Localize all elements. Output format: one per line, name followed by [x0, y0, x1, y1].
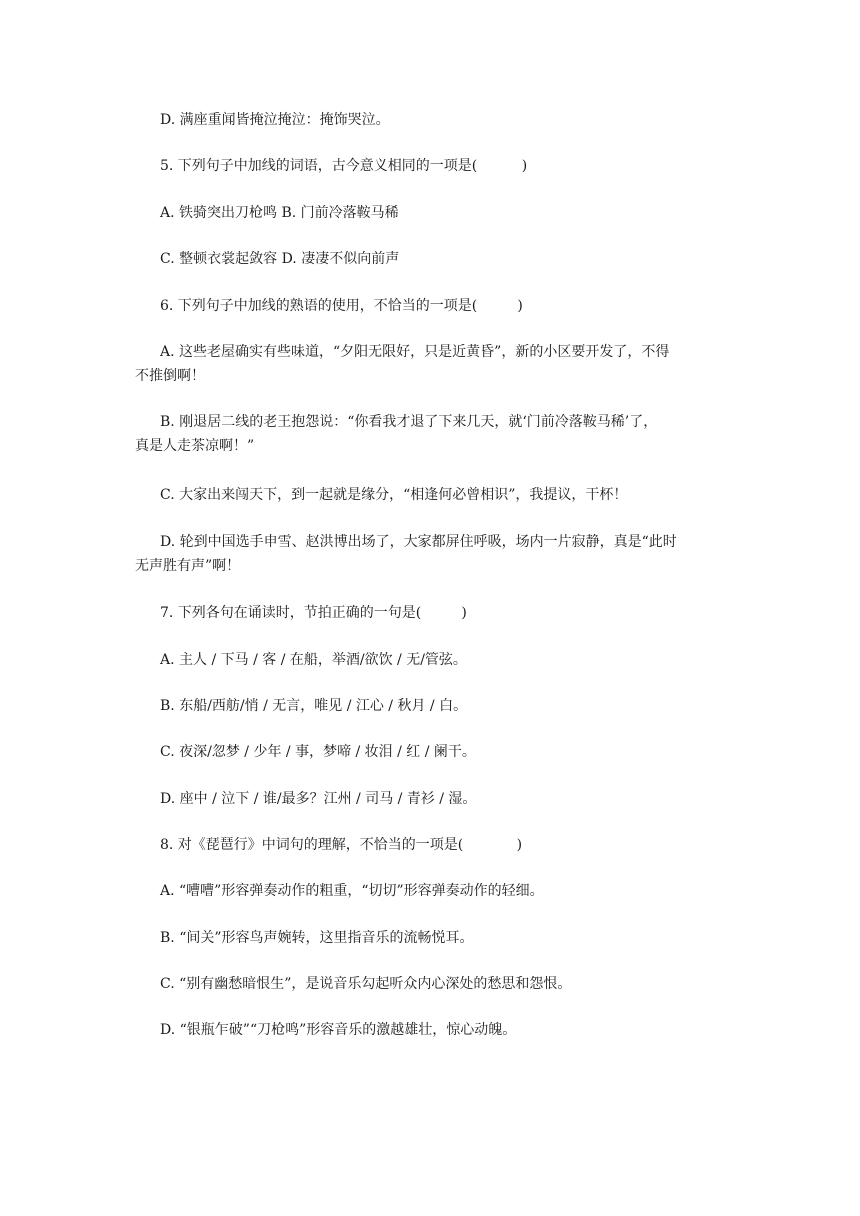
q7-stem: 7. 下列各句在诵读时，节拍正确的一句是( ) — [160, 605, 467, 621]
q8-option-b: B. “间关”形容鸟声婉转，这里指音乐的流畅悦耳。 — [160, 930, 474, 946]
q6-option-b-line-2: 真是人走茶凉啊！” — [135, 438, 255, 454]
q6-option-d-line-1: D. 轮到中国选手申雪、赵洪博出场了，大家都屏住呼吸，场内一片寂静，真是“此时 — [160, 534, 677, 550]
q6-option-d — [135, 530, 735, 578]
q6-option-b — [135, 410, 735, 458]
q8-stem: 8. 对《琵琶行》中词句的理解，不恰当的一项是( ) — [160, 837, 523, 853]
q7-option-d: D. 座中 / 泣下 / 谁/最多？江州 / 司马 / 青衫 / 湿。 — [160, 791, 477, 807]
q8-option-c: C. “别有幽愁暗恨生”，是说音乐勾起听众内心深处的愁思和怨恨。 — [160, 976, 572, 992]
q6-option-c: C. 大家出来闯天下，到一起就是缘分，“相逢何必曾相识”，我提议，干杯！ — [160, 487, 628, 503]
q5-stem: 5. 下列句子中加线的词语，古今意义相同的一项是( ) — [160, 158, 528, 174]
q6-option-d-line-2: 无声胜有声”啊！ — [135, 558, 241, 574]
q8-option-a: A. “嘈嘈”形容弹奏动作的粗重，“切切”形容弹奏动作的轻细。 — [160, 883, 544, 899]
q6-option-a-line-1: A. 这些老屋确实有些味道，“夕阳无限好，只是近黄昏”，新的小区要开发了，不得 — [160, 344, 670, 360]
q6-option-b-line-1: B. 刚退居二线的老王抱怨说：“你看我才退了下来几天，就‘门前冷落鞍马稀’了， — [160, 414, 658, 430]
q7-option-a: A. 主人 / 下马 / 客 / 在船，举酒/欲饮 / 无/管弦。 — [160, 652, 467, 668]
q6-stem: 6. 下列句子中加线的熟语的使用，不恰当的一项是( ) — [160, 298, 523, 314]
q4-option-d: D. 满座重闻皆掩泣掩泣：掩饰哭泣。 — [160, 112, 390, 128]
q5-options-cd: C. 整顿衣裳起敛容 D. 凄凄不似向前声 — [160, 251, 400, 267]
q8-option-d: D. “银瓶乍破”“刀枪鸣”形容音乐的激越雄壮，惊心动魄。 — [160, 1022, 517, 1038]
q5-options-ab: A. 铁骑突出刀枪鸣 B. 门前冷落鞍马稀 — [160, 205, 399, 221]
q6-option-a — [135, 340, 735, 388]
q7-option-b: B. 东船/西舫/悄 / 无言，唯见 / 江心 / 秋月 / 白。 — [160, 698, 468, 714]
q6-option-a-line-2: 不推倒啊！ — [135, 368, 205, 384]
q7-option-c: C. 夜深/忽梦 / 少年 / 事，梦啼 / 妆泪 / 红 / 阑干。 — [160, 744, 476, 760]
